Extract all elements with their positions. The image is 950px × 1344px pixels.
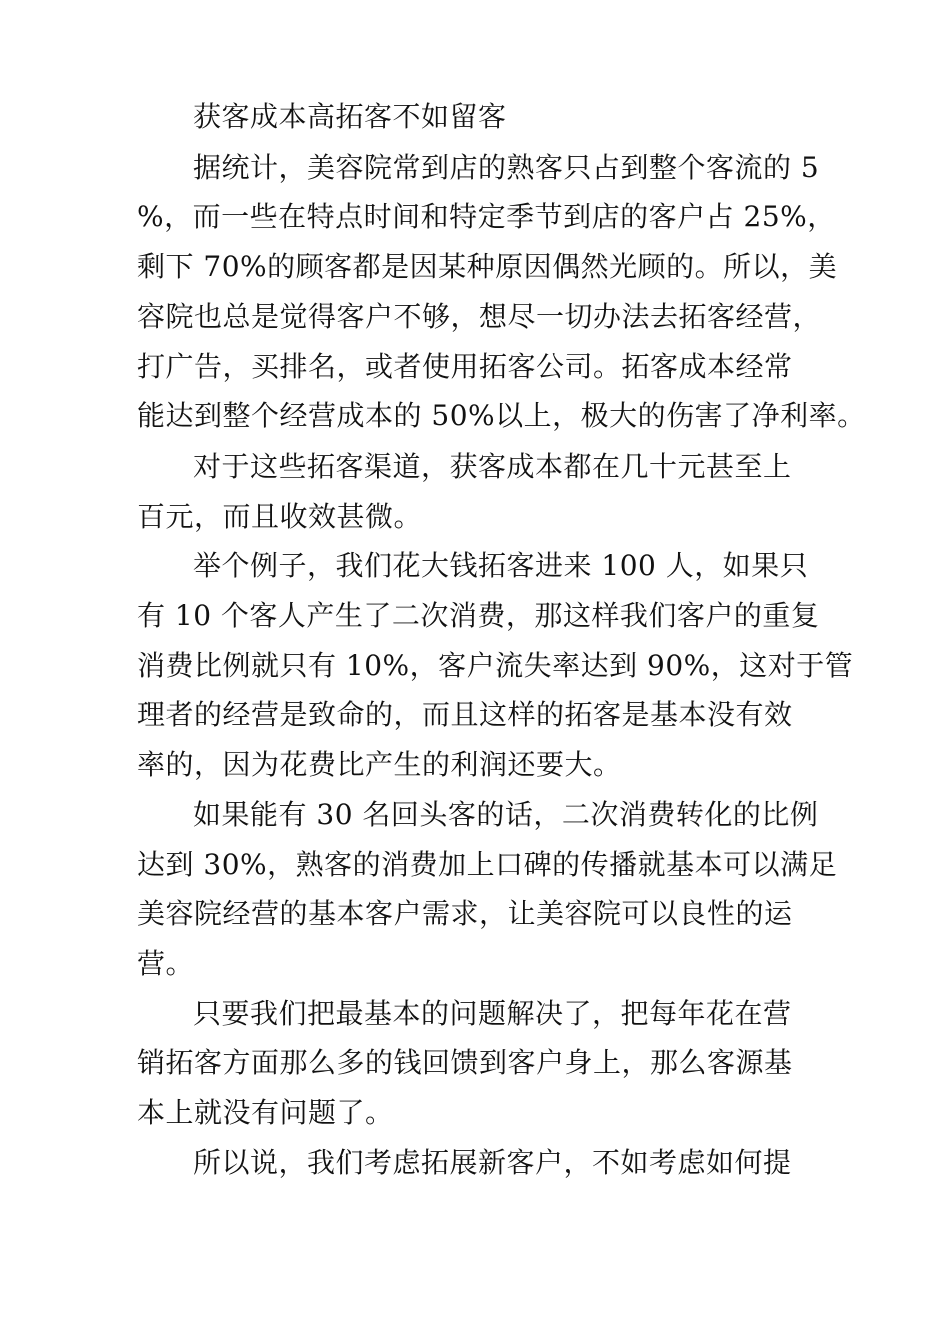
text-line: 容院也总是觉得客户不够，想尽一切办法去拓客经营，: [137, 300, 822, 333]
text-line: 消费比例就只有 10%，客户流失率达到 90%，这对于管: [137, 649, 854, 682]
text-line: 销拓客方面那么多的钱回馈到客户身上，那么客源基: [137, 1046, 793, 1079]
text-line: 达到 30%，熟客的消费加上口碑的传播就基本可以满足: [137, 848, 838, 881]
text-line: 如果能有 30 名回头客的话，二次消费转化的比例: [193, 798, 819, 831]
text-line: 打广告，买排名，或者使用拓客公司。拓客成本经常: [137, 350, 793, 383]
document-title: 获客成本高拓客不如留客: [193, 100, 507, 133]
text-line: 美容院经营的基本客户需求，让美容院可以良性的运: [137, 897, 793, 930]
text-line: 剩下 70%的顾客都是因某种原因偶然光顾的。所以，美: [137, 250, 838, 283]
text-line: 举个例子，我们花大钱拓客进来 100 人，如果只: [193, 549, 809, 582]
text-line: 对于这些拓客渠道，获客成本都在几十元甚至上: [193, 450, 792, 483]
text-line: 营。: [137, 947, 195, 980]
text-line: %，而一些在特点时间和特定季节到店的客户占 25%，: [137, 200, 836, 233]
text-line: 本上就没有问题了。: [137, 1096, 394, 1129]
text-line: 率的，因为花费比产生的利润还要大。: [137, 748, 622, 781]
text-line: 所以说，我们考虑拓展新客户，不如考虑如何提: [193, 1146, 792, 1179]
text-line: 只要我们把最基本的问题解决了，把每年花在营: [193, 997, 792, 1030]
text-line: 能达到整个经营成本的 50%以上，极大的伤害了净利率。: [137, 399, 866, 432]
text-line: 据统计，美容院常到店的熟客只占到整个客流的 5: [193, 151, 820, 184]
text-line: 百元，而且收效甚微。: [137, 500, 423, 533]
text-line: 有 10 个客人产生了二次消费，那这样我们客户的重复: [137, 599, 820, 632]
text-line: 理者的经营是致命的，而且这样的拓客是基本没有效: [137, 698, 793, 731]
